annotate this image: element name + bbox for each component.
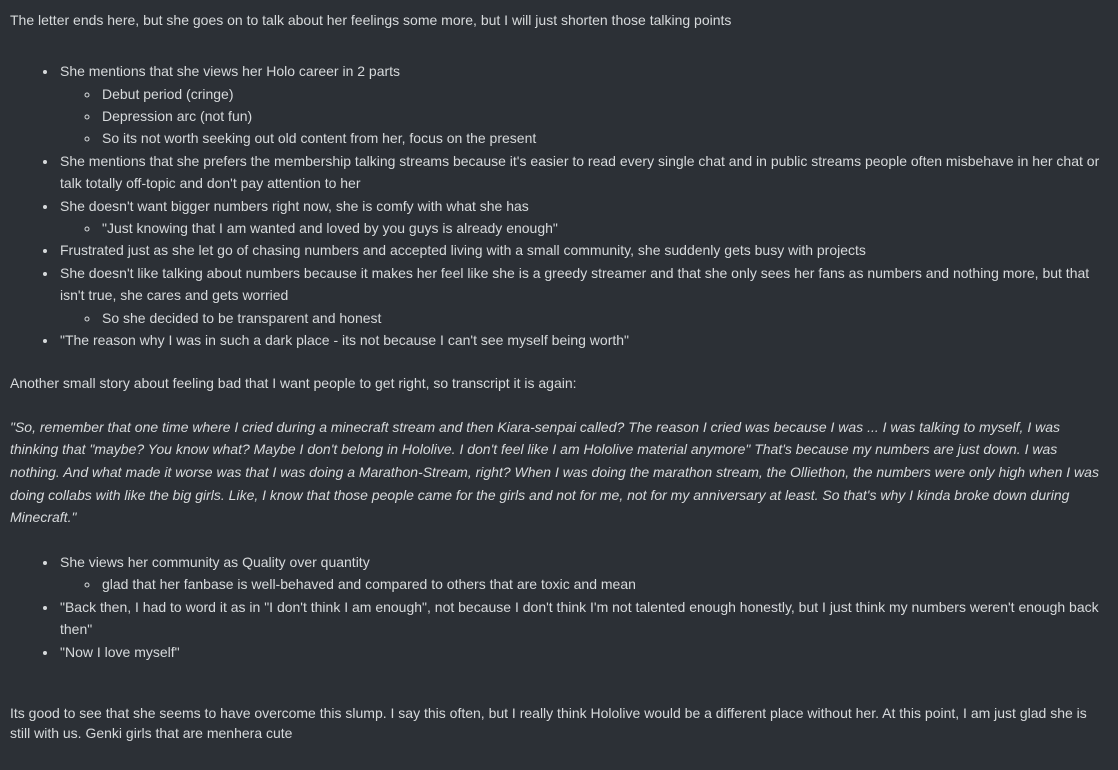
spacer xyxy=(10,30,1104,60)
sub-list xyxy=(60,217,1104,239)
list-item xyxy=(100,217,1104,239)
list-item xyxy=(58,239,1104,261)
sub-list xyxy=(60,83,1104,150)
list-item-label: Depression arc (not fun) xyxy=(102,108,253,125)
list-item xyxy=(100,127,1104,149)
list-item xyxy=(58,195,1104,240)
list-item-label: So its not worth seeking out old content from her, focus on the present xyxy=(102,130,537,147)
transition-paragraph: Another small story about feeling bad that I want people to get right, so transcript it is again: xyxy=(10,375,577,392)
list-item-label: Debut period (cringe) xyxy=(102,85,234,102)
list-item xyxy=(58,150,1104,195)
list-item-label: • "Back then, I had to word it as in "I don't think I am enough", not because I don't think I'm not talented enough honestly, but I just think my numbers weren't enough back then" xyxy=(60,598,1099,638)
list-item xyxy=(58,329,1104,351)
list-item-label: • Frustrated just as she let go of chasing numbers and accepted living with a small community, she suddenly gets busy with projects xyxy=(60,242,866,259)
list-item-label: • She doesn't want bigger numbers right now, she is comfy with what she has xyxy=(60,197,529,214)
list-item xyxy=(58,641,1104,663)
spacer xyxy=(10,663,1104,703)
list-item-label: glad that her fanbase is well-behaved and compared to others that are toxic and mean xyxy=(102,576,636,593)
list-item xyxy=(58,60,1104,150)
spacer xyxy=(10,351,1104,373)
list-item-label: • "Now I love myself" xyxy=(60,643,180,660)
spacer xyxy=(10,529,1104,551)
list-item-label: So she decided to be transparent and honest xyxy=(102,309,382,326)
list-item-label: • She views her community as Quality over quantity xyxy=(60,554,370,571)
list-item-label: • "The reason why I was in such a dark place - its not because I can't see myself being worth" xyxy=(60,331,630,348)
transcript-quote-text: "So, remember that one time where I cried during a minecraft stream and then Kiara-senpai called? The reason I cried was because I was ... I was talking to myself, I was thinking that "maybe? You know what? Maybe I don't belong in Hololive. I don't feel like I am Hololive material anymore" That's because my numbers are just down. I was nothing. And what made it worse was that I was doing a Marathon-Stream, right? When I was doing the marathon stream, the Olliethon, the numbers were only high when I was doing collabs with like the big girls. Like, I know that those people came for the girls and not for me, not for my anniversary at least. So that's why I kinda broke down during Minecraft." xyxy=(10,418,1099,526)
list-item-label: • She doesn't like talking about numbers because it makes her feel like she is a greedy streamer and that she only sees her fans as numbers and nothing more, but that isn't true, she cares and gets worried xyxy=(60,264,1090,304)
intro-paragraph: The letter ends here, but she goes on to talk about her feelings some more, but I will just shorten those talking points xyxy=(10,12,732,28)
list-item xyxy=(58,596,1104,641)
sub-list xyxy=(60,573,1104,595)
list-item-label: • She mentions that she views her Holo career in 2 parts xyxy=(60,63,401,80)
list-item-label: • She mentions that she prefers the membership talking streams because it's easier to read every single chat and in public streams people often misbehave in her chat or talk totally off-topic and don't pay attention to her xyxy=(60,152,1100,192)
sub-list xyxy=(60,307,1104,329)
list-item xyxy=(58,551,1104,596)
closing-paragraph: Its good to see that she seems to have overcome this slump. I say this often, but I really think Hololive would be a different place without her. At this point, I am just glad she is still with us. Genki girls that are menhera cute xyxy=(10,704,1087,742)
community-points-list xyxy=(10,551,1104,663)
talking-points-list xyxy=(10,60,1104,351)
list-item xyxy=(100,105,1104,127)
list-item xyxy=(58,262,1104,329)
list-item xyxy=(100,573,1104,595)
spacer xyxy=(10,394,1104,416)
transcript-quote xyxy=(10,416,1104,529)
list-item-label: "Just knowing that I am wanted and loved by you guys is already enough" xyxy=(102,220,558,237)
list-item xyxy=(100,83,1104,105)
list-item xyxy=(100,307,1104,329)
